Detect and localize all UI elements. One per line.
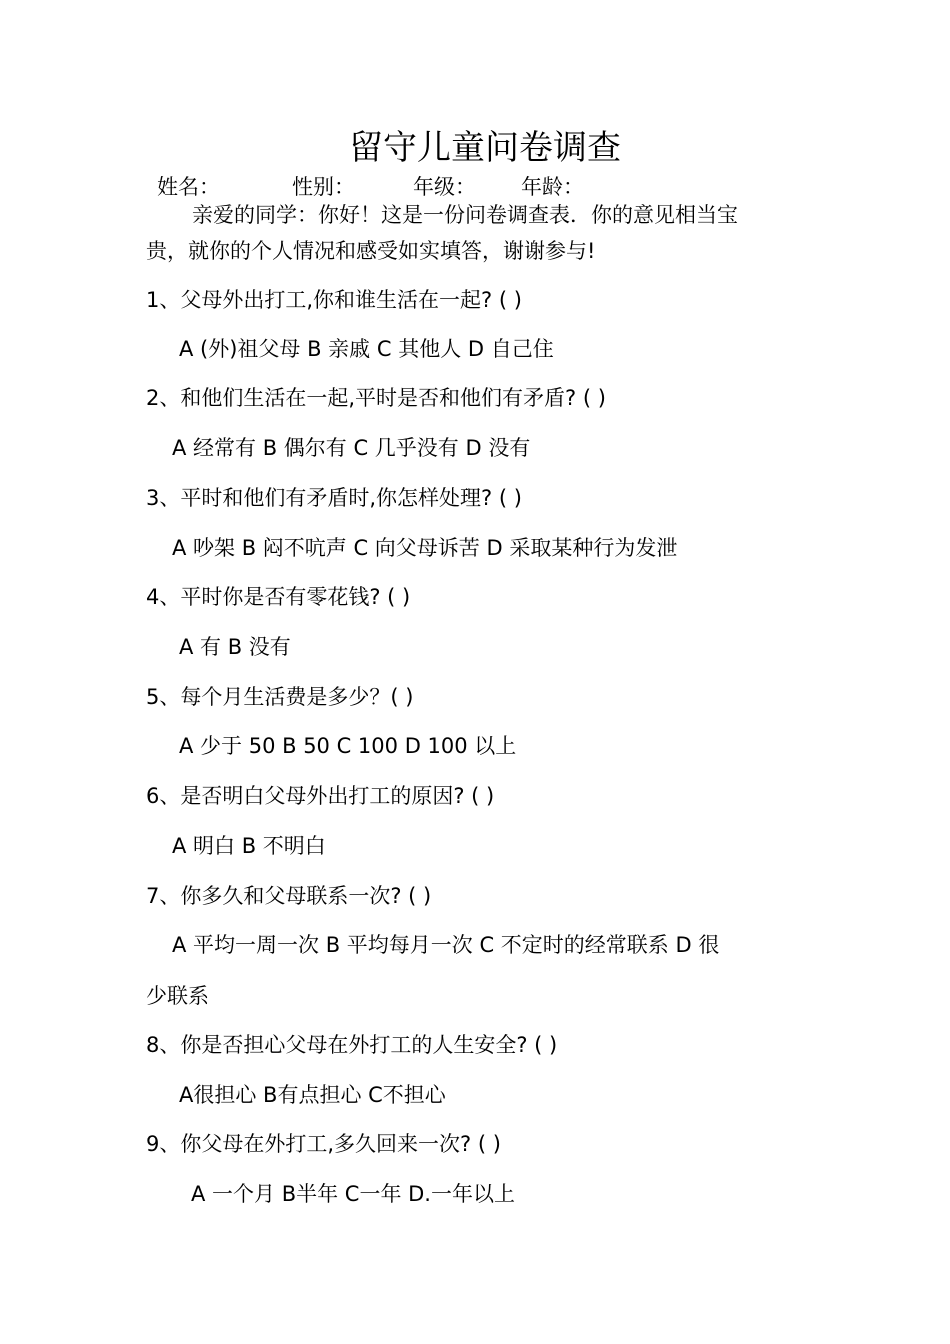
question-1-options: A (外)祖父母 B 亲戚 C 其他人 D 自己住 — [179, 337, 554, 361]
gender-label: 性别： — [292, 175, 355, 199]
question-7: 7、你多久和父母联系一次? ( ) — [146, 884, 432, 908]
question-4-options: A 有 B 没有 — [179, 635, 291, 659]
question-5-options: A 少于 50 B 50 C 100 D 100 以上 — [179, 734, 517, 758]
question-1: 1、父母外出打工,你和谁生活在一起? ( ) — [146, 288, 522, 312]
question-9: 9、你父母在外打工,多久回来一次? ( ) — [146, 1132, 501, 1156]
question-2-options: A 经常有 B 偶尔有 C 几乎没有 D 没有 — [172, 436, 531, 460]
intro-line-1: 亲爱的同学：你好！这是一份问卷调查表．你的意见相当宝 — [192, 203, 738, 227]
question-8: 8、你是否担心父母在外打工的人生安全? ( ) — [146, 1033, 558, 1057]
grade-label: 年级： — [413, 175, 476, 199]
question-3: 3、平时和他们有矛盾时,你怎样处理? ( ) — [146, 486, 522, 510]
question-8-options: A很担心 B有点担心 C不担心 — [179, 1083, 446, 1107]
intro-paragraph — [146, 197, 816, 269]
question-4: 4、平时你是否有零花钱? ( ) — [146, 585, 411, 609]
age-label: 年龄： — [521, 175, 584, 199]
question-6: 6、是否明白父母外出打工的原因? ( ) — [146, 784, 495, 808]
question-2: 2、和他们生活在一起,平时是否和他们有矛盾? ( ) — [146, 386, 606, 410]
question-6-options: A 明白 B 不明白 — [172, 834, 326, 858]
intro-line-2: 贵，就你的个人情况和感受如实填答，谢谢参与! — [146, 239, 596, 263]
question-9-options: A 一个月 B半年 C一年 D.一年以上 — [191, 1182, 515, 1206]
name-label: 姓名： — [157, 175, 220, 199]
question-3-options: A 吵架 B 闷不吭声 C 向父母诉苦 D 采取某种行为发泄 — [172, 536, 678, 560]
question-7-options: A 平均一周一次 B 平均每月一次 C 不定时的经常联系 D 很 — [172, 933, 720, 957]
page-title: 留守儿童问卷调查 — [349, 128, 621, 168]
question-5: 5、每个月生活费是多少？( ) — [146, 685, 414, 709]
question-7-options-continued: 少联系 — [146, 984, 209, 1008]
